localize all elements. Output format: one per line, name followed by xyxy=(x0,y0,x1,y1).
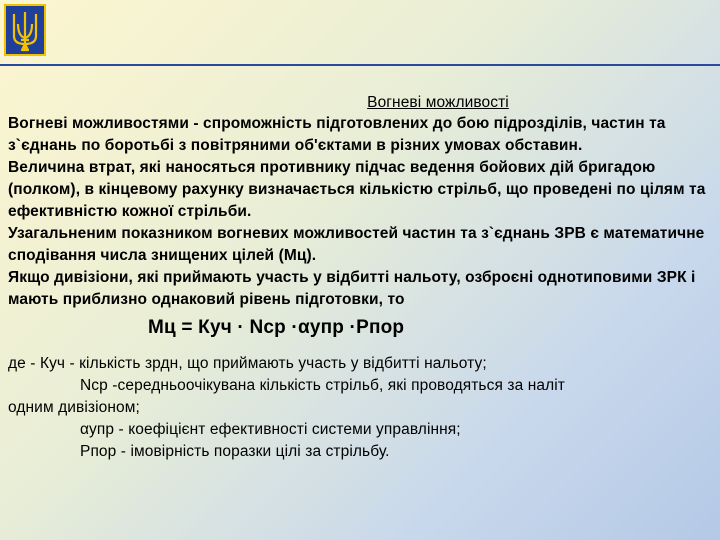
header-divider xyxy=(0,64,720,66)
paragraph-losses: Величина втрат, які наносяться противнику підчас ведення бойових дій бригадою (полком), в кінцевому рахунку визначається кількістю стрільб, що проведені по цілям та ефективністю кожної стрільби. xyxy=(8,159,706,220)
paragraph-indicator: Узагальненим показником вогневих можливостей частин та з`єднань ЗРВ є математичне сподівання числа знищених цілей (Мц). xyxy=(8,225,705,264)
legend-line-kuch: де - Куч - кількість зрдн, що приймають участь у відбитті нальоту; xyxy=(8,355,487,372)
paragraph-condition: Якщо дивізіони, які приймають участь у відбитті нальоту, озброєні однотиповими ЗРК і мають приблизно однаковий рівень підготовки, то xyxy=(8,269,696,308)
legend-line-alpha: αупр - коефіцієнт ефективності системи управління; xyxy=(80,421,461,438)
coat-of-arms xyxy=(4,4,46,56)
legend-line-nsr: Nср -середньоочікувана кількість стрільб, які проводяться за наліт xyxy=(80,377,565,394)
formula-legend xyxy=(8,353,708,463)
slide-title: Вогневі можливості xyxy=(367,94,509,111)
trident-icon xyxy=(6,6,44,54)
legend-line-nsr-cont: одним дивізіоном; xyxy=(8,399,140,416)
legend-line-rpor: Рпор - імовірність поразки цілі за стрільбу. xyxy=(80,443,390,460)
paragraph-definition: Вогневі можливостями - спроможність підготовлених до бою підрозділів, частин та з`єднань по боротьбі з повітряними об'єктами в різних умовах обставин. xyxy=(8,115,666,154)
slide-content xyxy=(8,92,708,463)
formula: Мц = Куч · Nср ·αупр ·Рпор xyxy=(148,317,405,338)
